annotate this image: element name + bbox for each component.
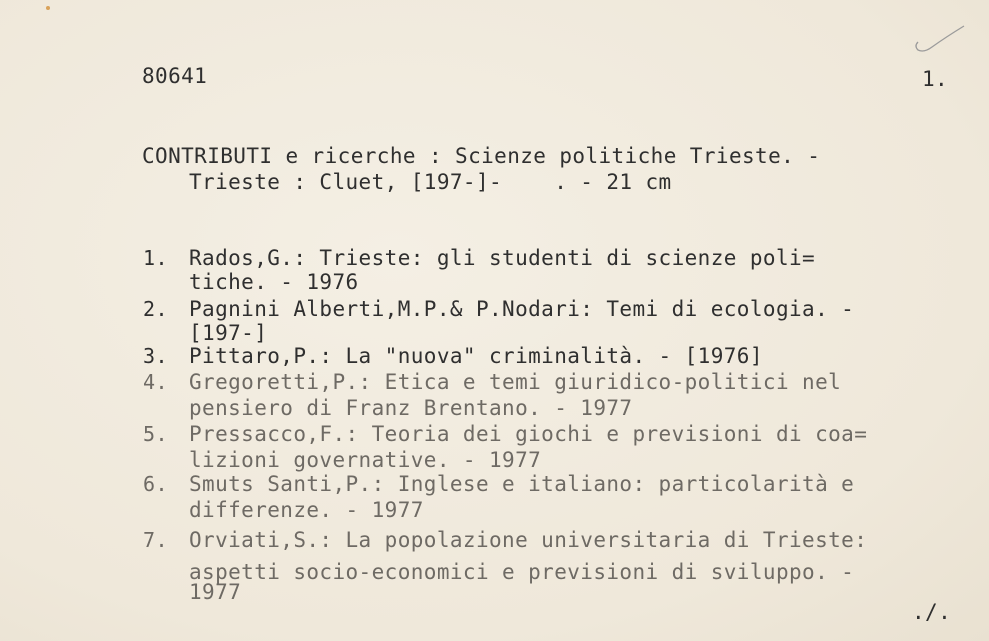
page-number: 1. [922,67,949,91]
entry-line: differenze. - 1977 [189,498,424,522]
title-line-1: CONTRIBUTI e ricerche : Scienze politiche Trieste. - [142,144,821,168]
entry-line: Rados,G.: Trieste: gli studenti di scienze poli= [189,246,816,270]
ink-spot [46,6,50,10]
entry-number: 7. [143,528,168,552]
entry-line: Pressacco,F.: Teoria dei giochi e previsioni di coa= [189,422,868,446]
entry-number: 5. [143,422,168,446]
entry-line: aspetti socio-economici e previsioni di sviluppo. - [189,560,855,584]
entry-line: 1977 [189,580,242,604]
entry-line: Pittaro,P.: La "nuova" criminalità. - [1976] [189,344,763,368]
entry-line: [197-] [189,321,268,345]
entry-number: 2. [143,297,168,321]
entry-line: pensiero di Franz Brentano. - 1977 [189,396,633,420]
continuation-mark: ./. [912,600,952,624]
entry-number: 3. [143,344,168,368]
entry-number: 1. [143,246,168,270]
entry-number: 4. [143,370,168,394]
entry-line: Pagnini Alberti,M.P.& P.Nodari: Temi di ecologia. - [189,297,855,321]
entry-line: Gregoretti,P.: Etica e temi giuridico-politici nel [189,370,842,394]
entry-number: 6. [143,472,168,496]
title-line-2: Trieste : Cluet, [197-]- . - 21 cm [189,170,672,194]
catalog-number: 80641 [142,64,208,88]
entry-line: Smuts Santi,P.: Inglese e italiano: particolarità e [189,472,855,496]
entry-line: lizioni governative. - 1977 [189,448,542,472]
entry-line: Orviati,S.: La popolazione universitaria di Trieste: [189,528,868,552]
entry-line: tiche. - 1976 [189,270,359,294]
pencil-check-mark [910,20,970,60]
